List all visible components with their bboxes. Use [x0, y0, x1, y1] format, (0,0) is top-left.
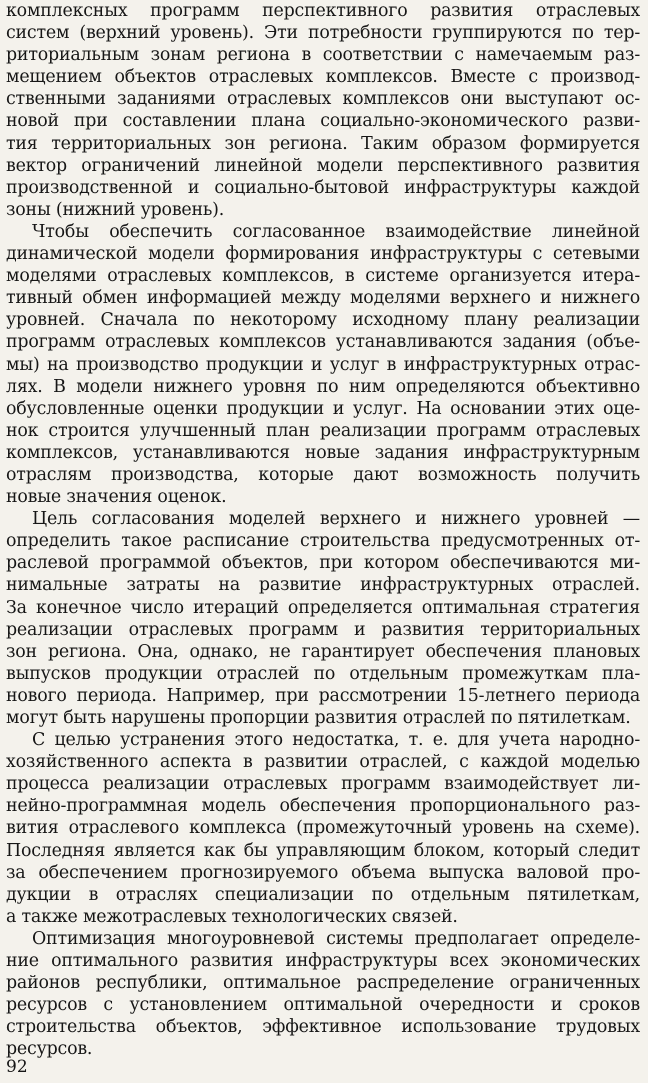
text-line: тия территориальных зон региона. Таким образом формируется [6, 133, 640, 154]
text-line: моделями отраслевых комплексов, в системе организуется итера- [6, 266, 640, 287]
text-line: определить такое расписание строительства предусмотренных от- [6, 531, 640, 552]
text-line: мещением объектов отраслевых комплексов. Вместе с производ- [6, 67, 640, 88]
text-line: хозяйственного аспекта в развитии отраслей, с каждой моделью [6, 752, 640, 773]
text-line: реализации отраслевых программ и развития территориальных [6, 619, 640, 640]
text-line: районов республики, оптимальное распределение ограниченных [6, 973, 640, 994]
text-line: зон региона. Она, однако, не гарантирует обеспечения плановых [6, 641, 640, 662]
text-line: вектор ограничений линейной модели перспективного развития [6, 155, 640, 176]
text-line: новой при составлении плана социально-экономического разви- [6, 111, 640, 132]
text-line: дукции в отраслях специализации по отдельным пятилеткам, [6, 884, 640, 905]
text-line: ресурсов. [6, 1039, 93, 1060]
text-line: могут быть нарушены пропорции развития отраслей по пятилеткам. [6, 708, 631, 728]
text-line: риториальным зонам региона в соответствии с намечаемым раз- [6, 45, 640, 66]
text-line: ресурсов с установлением оптимальной очередности и сроков [6, 995, 640, 1016]
text-line: тивный обмен информацией между моделями верхнего и нижнего [6, 288, 640, 309]
text-line: новые значения оценок. [6, 487, 227, 508]
text-line: уровней. Сначала по некоторому исходному плану реализации [6, 310, 640, 331]
text-line: систем (верхний уровень). Эти потребности группируются по тер- [6, 23, 640, 44]
text-line: процесса реализации отраслевых программ взаимодействует ли- [6, 774, 640, 795]
text-line: а также межотраслевых технологических связей. [6, 906, 458, 927]
text-line: С целью устранения этого недостатка, т. е. для учета народно- [32, 730, 640, 751]
text-line: Последняя является как бы управляющим блоком, который следит [6, 840, 640, 861]
text-line: нейно-программная модель обеспечения пропорционального раз- [6, 796, 640, 817]
text-line: Оптимизация многоуровневой системы предполагает определе- [32, 928, 640, 949]
text-line: раслевой программой объектов, при котором обеспечиваются ми- [6, 553, 640, 574]
text-line: лях. В модели нижнего уровня по ним определяются объективно [6, 376, 640, 397]
text-line: нок строится улучшенный план реализации программ отраслевых [6, 420, 640, 441]
text-line: нимальные затраты на развитие инфраструктурных отраслей. [6, 575, 640, 596]
text-line: мы) на производство продукции и услуг в инфраструктурных отрас- [6, 354, 640, 375]
text-line: За конечное число итераций определяется оптимальная стратегия [6, 597, 640, 618]
text-line: нового периода. Например, при рассмотрении 15-летнего периода [6, 685, 640, 706]
text-line: комплексных программ перспективного развития отраслевых [6, 1, 640, 21]
text-line: комплексов, устанавливаются новые задания инфраструктурным [6, 442, 640, 463]
text-line: за обеспечением прогнозируемого объема выпуска валовой про- [6, 862, 640, 883]
text-line: Чтобы обеспечить согласованное взаимодействие линейной [32, 221, 640, 242]
text-line: ственными заданиями отраслевых комплексов они выступают ос- [6, 89, 640, 110]
text-line: производственной и социально-бытовой инфраструктуры каждой [6, 177, 640, 198]
text-line: ние оптимального развития инфраструктуры всех экономических [6, 951, 640, 972]
text-line: зоны (нижний уровень). [6, 199, 225, 220]
text-line: обусловленные оценки продукции и услуг. На основании этих оце- [6, 398, 640, 419]
page-number: 92 [6, 1057, 28, 1077]
text-line: Цель согласования моделей верхнего и нижнего уровней — [32, 509, 640, 530]
text-line: программ отраслевых комплексов устанавливаются задания (объе- [6, 332, 640, 353]
text-line: отраслям производства, которые дают возможность получить [6, 464, 640, 485]
body-text [6, 0, 640, 1061]
text-line: динамической модели формирования инфраструктуры с сетевыми [6, 244, 640, 265]
text-line: выпусков продукции отраслей по отдельным промежуткам пла- [6, 663, 640, 684]
text-line: строительства объектов, эффективное использование трудовых [6, 1017, 640, 1038]
text-line: вития отраслевого комплекса (промежуточный уровень на схеме). [6, 818, 640, 839]
